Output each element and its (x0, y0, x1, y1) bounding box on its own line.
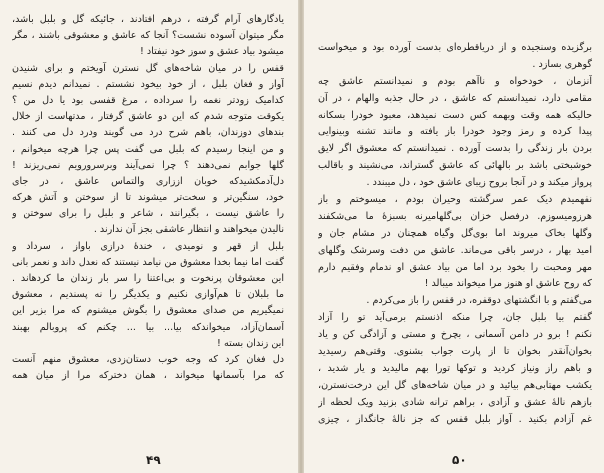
text-line: امید بهار ، درسر باقی می‌ماند. عاشق من دفت وسرشک وگلهای (318, 244, 592, 256)
left-page-number: ۴۹ (146, 453, 161, 467)
text-line: گفتم بیا بلبل جان، چرا منکه اذنستم برمی‌آید تو را آزاد (318, 312, 592, 324)
text-line: میشود بیاد عشق و سوز خود نیفتاد ! (140, 46, 284, 58)
text-line: دل فغان کرد که وجه خوب دستان‌زدی، معشوق منهم آنست (12, 353, 284, 365)
text-line: مگر میتوان آسوده نشست؟ آنجا که عاشق و معشوقی باشند ، مگر (12, 30, 284, 42)
right-page-number: ۵۰ (452, 453, 467, 467)
text-line: که مرا بآسمانها میخواند ، همان دخترکه مرا از میان همه (12, 370, 284, 382)
text-line: بلبل از قهر و نومیدی ، خندهٔ درازی باواز ، سرداد و (12, 240, 284, 252)
text-line: هرزومیسوزم. درفصل خزان بی‌گلهامیرنه بسبزهٔ ما می‌شکفند (318, 210, 592, 222)
left-page (0, 0, 298, 473)
text-line: مقامی دارد، نمیدانستم که عاشق ، در حال جذبه والهام ، در آن (318, 92, 592, 104)
text-line: پرواز میکند و در آنجا بروح زیبای عاشق خود ، دل میبندد . (366, 177, 592, 189)
text-line: بردن بار زندگی را بدست آورده . نمیدانستم که معشوق اگر لایق (318, 143, 592, 155)
text-line: آسمان‌آزاد، میخواندکه بیا... بیا ... چکنم که پروبالم بهبند (12, 321, 284, 333)
text-line: آواز و فغان بلبل ، از خود بیخود نشستم . نمیدانم دیدم نسیم (12, 78, 284, 90)
text-line: نفهمیدم دیک عمر سرگشته وحیران بودم ، میسوختم و باز (318, 194, 592, 206)
text-line: این زندان بسته ! (217, 337, 284, 349)
text-line: این معشوقان پرنخوت و بی‌اعتنا را سر بار زندان ما کردهاند . (12, 273, 284, 284)
text-line: می‌گفتم و با انگشتهای دوقفره، در قفس را باز می‌کردم . (366, 295, 592, 307)
text-line: آنزمان ، خودخواه و ناآهم بودم و نمیدانستم عاشق چه (318, 75, 592, 87)
text-line: نکنم ! برو در دامن آسمانی ، بچرخ و مستی و آزادگی کن و یاد (318, 329, 592, 341)
text-line: خوشبختی باشد بر بالهائی که عاشق گستراند، می‌نشیند و باقالب (318, 160, 592, 172)
text-line: حالیکه همه وقت وبهمه کس دست نمیدهد، معبود خودرا بسکانه (318, 109, 592, 121)
right-page-text (318, 40, 592, 428)
text-line: وگلها بخاک میروند اما بوی‌گل وگیاه همچنان در مشام جان و (318, 227, 592, 239)
text-line: کدامیک زودتر نغمه را سرداده ، مرغ قفسی بود یا دل من ؟ (12, 94, 284, 106)
right-page (304, 0, 604, 473)
text-line: گفت اما نیما بخدا معشوق من نیامد نیستند که نعدل داند و نعمر بانی (12, 256, 284, 268)
text-line: بخوان‌آنقدر بخوان تا از پارت جواب بشنوی. وقتی‌هم رسیدید (318, 346, 592, 358)
text-line: بندهای دوزندان، باهم شرح درد می گویند ودرد دل می کنند . (12, 127, 284, 139)
text-line: را عاشق نیست ، بگیرانند ، شاعر و بلبل را برای سوختن و (12, 208, 284, 220)
text-line: یکوقت متوجه شدم که این دو عاشق گرفتار ، مدتهاست از خلال (12, 111, 284, 123)
text-line: یادگارهای آرام گرفته ، درهم افتادند ، جائیکه گل و بلبل باشد، (12, 14, 284, 25)
text-line: قفس را در میان شاخه‌های گل نسترن آویختم و برای شنیدن (12, 62, 284, 74)
text-line: بازهم نالهٔ عشق و آزادی ، براهم ترانه شادی بزنید ویک لحظه از (318, 396, 592, 408)
text-line: و من اینجا رسیدم که بلبل می گفت پس چرا هرچه میخوانم ، (12, 143, 284, 155)
left-page-text (12, 12, 284, 384)
text-line: که روح عاشق او هنوز مرا میخواند میبالد ! (424, 278, 592, 290)
text-line: و باهم راز ونیاز کردید و توکها تورا بهم مالیدید و یار شدید ، (318, 362, 592, 374)
text-line: گلها جوابم نمی‌دهند ؟ چرا نمی‌آیند وبرسرورویم نمی‌ریزند ! (12, 159, 284, 171)
text-line: برگزیده وسنجیده و از دریاقطره‌ای بدست آورده بود و میخواست (318, 42, 592, 53)
text-line: نالیدن میخواهند و انتظار عاشقی بجز آن ندارند . (93, 224, 284, 236)
text-line: خود، سنگین‌تر و سخت‌تر میشوند تا از سوختن و آتش هرکه (12, 192, 284, 204)
text-line: مهر ومحبت را بخود برد اما من بیاد عشق او ندمام وفقیم دارم (318, 261, 592, 273)
text-line: غم آزادم بکنید . آواز بلبل قفس که جز نالهٔ جانگداز ، چیزی (318, 413, 592, 425)
text-line: نمیگیریم من صدای معشوق را بگوش میشنوم که مرا بزیر این (12, 305, 284, 317)
text-line: پیدا کرده و رمز وجود خودرا باز یافته و مانند تشنه وبینوایی (318, 126, 592, 138)
text-line: ما بلبلان تا هم‌آوازی نکنیم و یکدیگر را نه پسندیم ، معشوق (12, 289, 284, 301)
text-line: گوهری بسازد . (532, 58, 592, 70)
text-line: دل‌آدمکشیدکه خوبان اززاری والتماس عاشق ، در جای (12, 175, 284, 187)
text-line: یکشب مهتابی‌هم بیائید و در میان شاخه‌های گل این درخت‌نسترن، (318, 379, 592, 391)
